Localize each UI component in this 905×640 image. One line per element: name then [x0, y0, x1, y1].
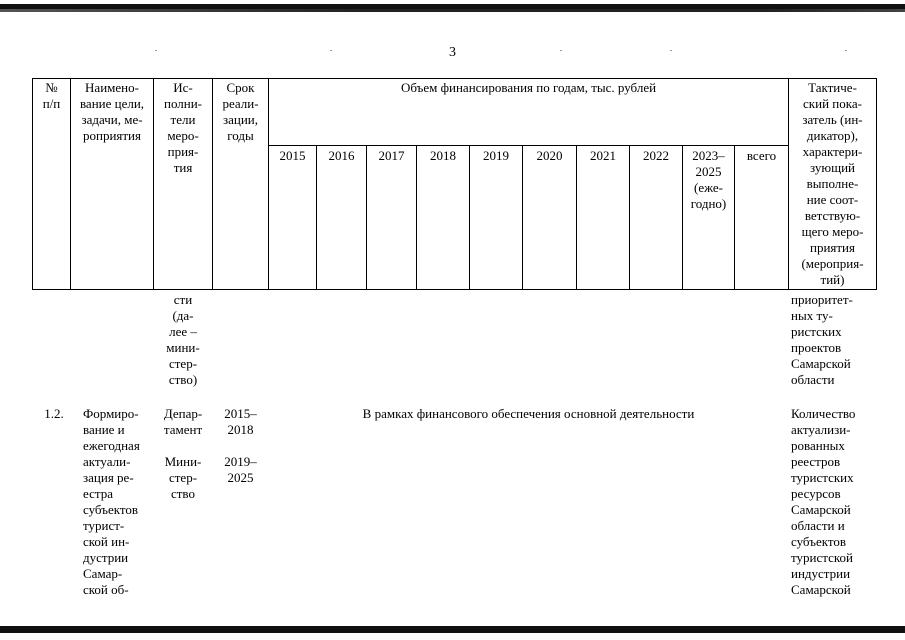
year-2022: 2022	[643, 148, 669, 163]
row-term-1: 2015– 2018	[224, 406, 257, 437]
year-2020: 2020	[536, 148, 563, 163]
col-border	[876, 78, 877, 290]
year-col-border	[629, 145, 630, 290]
row-executor-2: Мини- стер- ство	[164, 454, 202, 501]
continuation-executors: сти (да- лее – мини- стер- ство)	[166, 292, 200, 387]
years-row-top-border	[268, 145, 788, 146]
year-2015: 2015	[279, 148, 306, 163]
header-number: № п/п	[42, 80, 61, 111]
year-2021: 2021	[590, 148, 616, 163]
year-2017: 2017	[378, 148, 405, 163]
year-col-border	[316, 145, 317, 290]
table-top-border	[32, 78, 876, 79]
scan-border-top-shadow	[0, 9, 905, 12]
scan-border-bottom	[0, 626, 905, 633]
year-col-border	[576, 145, 577, 290]
year-2019: 2019	[483, 148, 509, 163]
row-funding-note: В рамках финансового обеспечения основной деятельности	[362, 406, 695, 421]
year-2023-2025: 2023– 2025 (еже- годно)	[690, 148, 727, 211]
header-executors: Ис- полни- тели меро- прия- тия	[163, 80, 203, 175]
row-indicator: Количество актуализи- рованных реестров туристских ресурсов Самарской области и субъектов туристской индустрии Самарской	[791, 406, 856, 597]
year-col-border	[469, 145, 470, 290]
year-col-border	[366, 145, 367, 290]
year-col-border	[734, 145, 735, 290]
page-number: 3	[449, 45, 456, 60]
header-indicator: Тактиче- ский пока- затель (ин- дикатор), характери- зующий выполне- ние соот- ветствую- щего меро- приятия (мероприя- тий)	[801, 80, 864, 287]
continuation-indicator: приоритет- ных ту- ристских проектов Самарской области	[791, 292, 853, 387]
row-number: 1.2.	[44, 406, 64, 421]
header-name: Наимено- вание цели, задачи, ме- роприятия	[79, 80, 145, 143]
row-executor-1: Депар- тамент	[163, 406, 203, 437]
year-total: всего	[746, 148, 777, 163]
row-name: Формиро- вание и ежегодная актуали- зация ре- естра субъектов турист- ской ин- дустрии Самар- ской об-	[83, 406, 140, 597]
header-funding: Объем финансирования по годам, тыс. рублей	[400, 80, 657, 95]
table-header-bottom-border	[32, 289, 876, 290]
header-term: Срок реали- зации, годы	[222, 80, 259, 143]
year-2016: 2016	[328, 148, 355, 163]
row-term-2: 2019– 2025	[224, 454, 257, 485]
year-2018: 2018	[430, 148, 456, 163]
col-border	[268, 78, 269, 290]
year-col-border	[522, 145, 523, 290]
year-col-border	[416, 145, 417, 290]
